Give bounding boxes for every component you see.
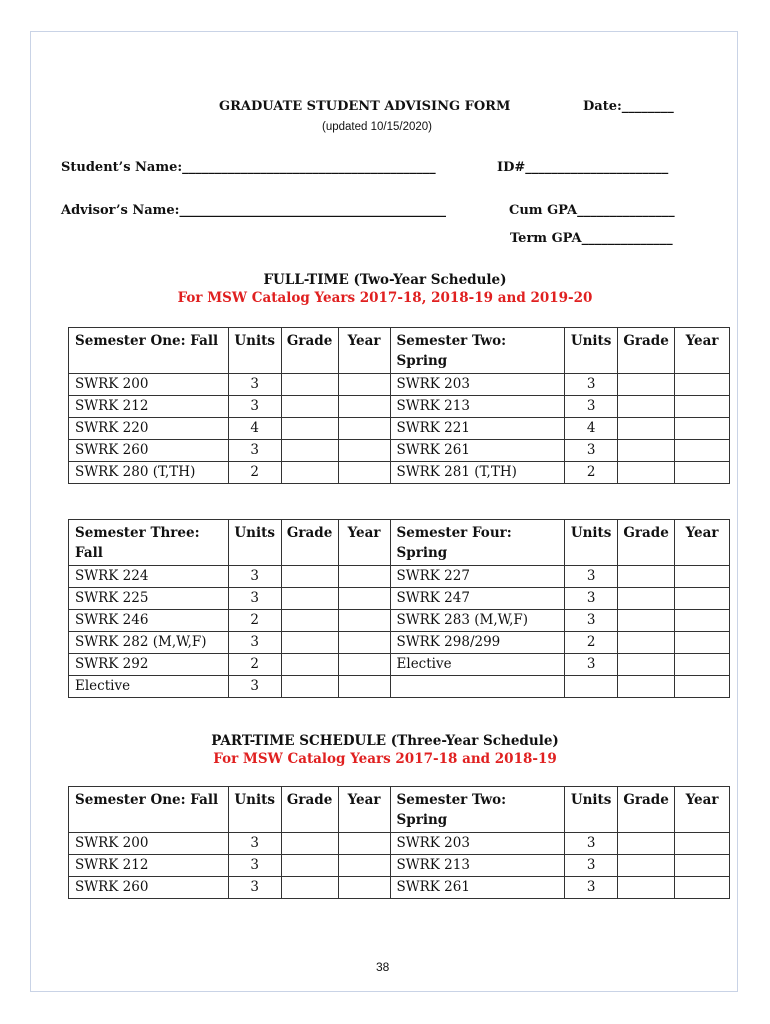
year-cell[interactable]: [675, 877, 730, 899]
year-cell[interactable]: [675, 440, 730, 462]
page-number: 38: [376, 960, 390, 974]
grade-cell[interactable]: [618, 566, 675, 588]
grade-cell[interactable]: [281, 374, 338, 396]
column-header-year: Year: [338, 328, 390, 374]
units-cell: 2: [228, 462, 281, 484]
column-header-grade: Grade: [281, 520, 338, 566]
grade-cell[interactable]: [281, 654, 338, 676]
part-time-subheading: For MSW Catalog Years 2017-18 and 2018-19: [213, 751, 557, 767]
table-row: [69, 374, 730, 396]
units-cell: 2: [228, 654, 281, 676]
part-time-heading: PART-TIME SCHEDULE (Three-Year Schedule): [211, 733, 559, 749]
units-cell: 3: [565, 566, 618, 588]
full-time-year-two-table: [68, 519, 730, 698]
units-cell: 2: [565, 462, 618, 484]
grade-cell[interactable]: [281, 676, 338, 698]
semester-header: Semester One: Fall: [69, 328, 229, 374]
date-field[interactable]: Date:________: [583, 99, 674, 114]
grade-cell[interactable]: [281, 418, 338, 440]
year-cell[interactable]: [338, 676, 390, 698]
course-cell: Elective: [69, 676, 229, 698]
updated-note: (updated 10/15/2020): [322, 121, 432, 133]
year-cell[interactable]: [338, 440, 390, 462]
column-header-grade: Grade: [281, 787, 338, 833]
year-cell[interactable]: [338, 877, 390, 899]
units-cell: 3: [228, 396, 281, 418]
year-cell[interactable]: [338, 632, 390, 654]
table-row: [69, 877, 730, 899]
grade-cell[interactable]: [281, 610, 338, 632]
units-cell: 3: [228, 877, 281, 899]
course-cell: SWRK 247: [390, 588, 565, 610]
grade-cell[interactable]: [618, 833, 675, 855]
grade-cell[interactable]: [281, 462, 338, 484]
year-cell[interactable]: [675, 610, 730, 632]
course-cell: SWRK 292: [69, 654, 229, 676]
course-cell: SWRK 213: [390, 396, 565, 418]
units-cell: 4: [565, 418, 618, 440]
year-cell[interactable]: [675, 833, 730, 855]
full-time-subheading: For MSW Catalog Years 2017-18, 2018-19 and 2019-20: [177, 290, 593, 306]
course-cell: SWRK 260: [69, 877, 229, 899]
units-cell: 3: [565, 440, 618, 462]
year-cell[interactable]: [675, 462, 730, 484]
column-header-year: Year: [675, 328, 730, 374]
course-cell: SWRK 260: [69, 440, 229, 462]
grade-cell[interactable]: [618, 610, 675, 632]
column-header-year: Year: [338, 787, 390, 833]
grade-cell[interactable]: [618, 396, 675, 418]
units-cell: 3: [565, 374, 618, 396]
part-time-year-one-table: [68, 786, 730, 899]
units-cell: 3: [228, 632, 281, 654]
table-row: [69, 462, 730, 484]
grade-cell[interactable]: [281, 632, 338, 654]
units-cell: 2: [565, 632, 618, 654]
grade-cell[interactable]: [618, 418, 675, 440]
units-cell: 3: [228, 833, 281, 855]
grade-cell[interactable]: [281, 588, 338, 610]
table-row: [69, 396, 730, 418]
units-cell: 3: [228, 566, 281, 588]
course-cell: SWRK 261: [390, 440, 565, 462]
full-time-heading: FULL-TIME (Two-Year Schedule): [263, 272, 507, 288]
units-cell: 3: [565, 610, 618, 632]
course-cell: SWRK 220: [69, 418, 229, 440]
course-cell: SWRK 225: [69, 588, 229, 610]
grade-cell[interactable]: [618, 676, 675, 698]
column-header-units: Units: [565, 787, 618, 833]
units-cell: 4: [228, 418, 281, 440]
grade-cell[interactable]: [281, 566, 338, 588]
units-cell: 3: [228, 440, 281, 462]
units-cell: 2: [228, 610, 281, 632]
column-header-year: Year: [338, 520, 390, 566]
grade-cell[interactable]: [618, 632, 675, 654]
units-cell: 3: [565, 588, 618, 610]
year-cell[interactable]: [675, 396, 730, 418]
column-header-grade: Grade: [618, 328, 675, 374]
units-cell: 3: [228, 588, 281, 610]
student-name-field[interactable]: Student’s Name:_______________________________________: [61, 160, 436, 175]
units-cell: 3: [565, 877, 618, 899]
course-cell: SWRK 261: [390, 877, 565, 899]
year-cell[interactable]: [675, 418, 730, 440]
grade-cell[interactable]: [618, 654, 675, 676]
course-cell: [390, 676, 565, 698]
course-cell: SWRK 221: [390, 418, 565, 440]
units-cell: 3: [565, 396, 618, 418]
table-row: [69, 566, 730, 588]
grade-cell[interactable]: [281, 855, 338, 877]
grade-cell[interactable]: [618, 855, 675, 877]
student-id-field[interactable]: ID#______________________: [497, 160, 669, 175]
year-cell[interactable]: [338, 566, 390, 588]
units-cell: 3: [228, 676, 281, 698]
course-cell: SWRK 200: [69, 374, 229, 396]
term-gpa-field[interactable]: Term GPA______________: [510, 231, 673, 246]
course-cell: SWRK 280 (T,TH): [69, 462, 229, 484]
semester-header: Semester One: Fall: [69, 787, 229, 833]
semester-header: Semester Two: Spring: [390, 787, 565, 833]
course-cell: SWRK 298/299: [390, 632, 565, 654]
table-row: [69, 588, 730, 610]
semester-header: Semester Three: Fall: [69, 520, 229, 566]
semester-header: Semester Four: Spring: [390, 520, 565, 566]
table-row: [69, 676, 730, 698]
grade-cell[interactable]: [618, 877, 675, 899]
column-header-year: Year: [675, 787, 730, 833]
course-cell: SWRK 203: [390, 374, 565, 396]
course-cell: SWRK 283 (M,W,F): [390, 610, 565, 632]
course-cell: SWRK 212: [69, 855, 229, 877]
advisor-name-field[interactable]: Advisor’s Name:_________________________________________: [61, 203, 446, 218]
year-cell[interactable]: [338, 396, 390, 418]
column-header-units: Units: [228, 787, 281, 833]
course-cell: SWRK 227: [390, 566, 565, 588]
table-row: [69, 833, 730, 855]
units-cell: 3: [565, 833, 618, 855]
year-cell[interactable]: [338, 610, 390, 632]
table-row: [69, 654, 730, 676]
grade-cell[interactable]: [618, 462, 675, 484]
course-cell: SWRK 281 (T,TH): [390, 462, 565, 484]
grade-cell[interactable]: [281, 877, 338, 899]
units-cell: 3: [228, 374, 281, 396]
year-cell[interactable]: [675, 632, 730, 654]
year-cell[interactable]: [338, 654, 390, 676]
year-cell[interactable]: [675, 566, 730, 588]
table-row: [69, 418, 730, 440]
year-cell[interactable]: [338, 855, 390, 877]
course-cell: SWRK 246: [69, 610, 229, 632]
year-cell[interactable]: [338, 588, 390, 610]
units-cell: 3: [565, 654, 618, 676]
column-header-units: Units: [228, 520, 281, 566]
course-cell: SWRK 224: [69, 566, 229, 588]
grade-cell[interactable]: [618, 588, 675, 610]
full-time-year-one-table: [68, 327, 730, 484]
table-row: [69, 855, 730, 877]
cum-gpa-field[interactable]: Cum GPA_______________: [509, 203, 675, 218]
column-header-grade: Grade: [618, 787, 675, 833]
table-row: [69, 440, 730, 462]
year-cell[interactable]: [338, 833, 390, 855]
table-row: [69, 632, 730, 654]
course-cell: SWRK 212: [69, 396, 229, 418]
year-cell[interactable]: [675, 855, 730, 877]
column-header-units: Units: [565, 328, 618, 374]
year-cell[interactable]: [338, 418, 390, 440]
form-title: GRADUATE STUDENT ADVISING FORM: [219, 99, 511, 114]
column-header-units: Units: [565, 520, 618, 566]
grade-cell[interactable]: [281, 396, 338, 418]
grade-cell[interactable]: [618, 440, 675, 462]
course-cell: SWRK 213: [390, 855, 565, 877]
units-cell: 3: [565, 855, 618, 877]
course-cell: Elective: [390, 654, 565, 676]
course-cell: SWRK 203: [390, 833, 565, 855]
units-cell: 3: [228, 855, 281, 877]
year-cell[interactable]: [675, 374, 730, 396]
table-row: [69, 610, 730, 632]
column-header-grade: Grade: [281, 328, 338, 374]
year-cell[interactable]: [338, 374, 390, 396]
course-cell: SWRK 200: [69, 833, 229, 855]
year-cell[interactable]: [675, 676, 730, 698]
year-cell[interactable]: [338, 462, 390, 484]
column-header-year: Year: [675, 520, 730, 566]
units-cell: [565, 676, 618, 698]
grade-cell[interactable]: [281, 833, 338, 855]
course-cell: SWRK 282 (M,W,F): [69, 632, 229, 654]
column-header-grade: Grade: [618, 520, 675, 566]
grade-cell[interactable]: [281, 440, 338, 462]
year-cell[interactable]: [675, 654, 730, 676]
column-header-units: Units: [228, 328, 281, 374]
semester-header: Semester Two: Spring: [390, 328, 565, 374]
year-cell[interactable]: [675, 588, 730, 610]
grade-cell[interactable]: [618, 374, 675, 396]
